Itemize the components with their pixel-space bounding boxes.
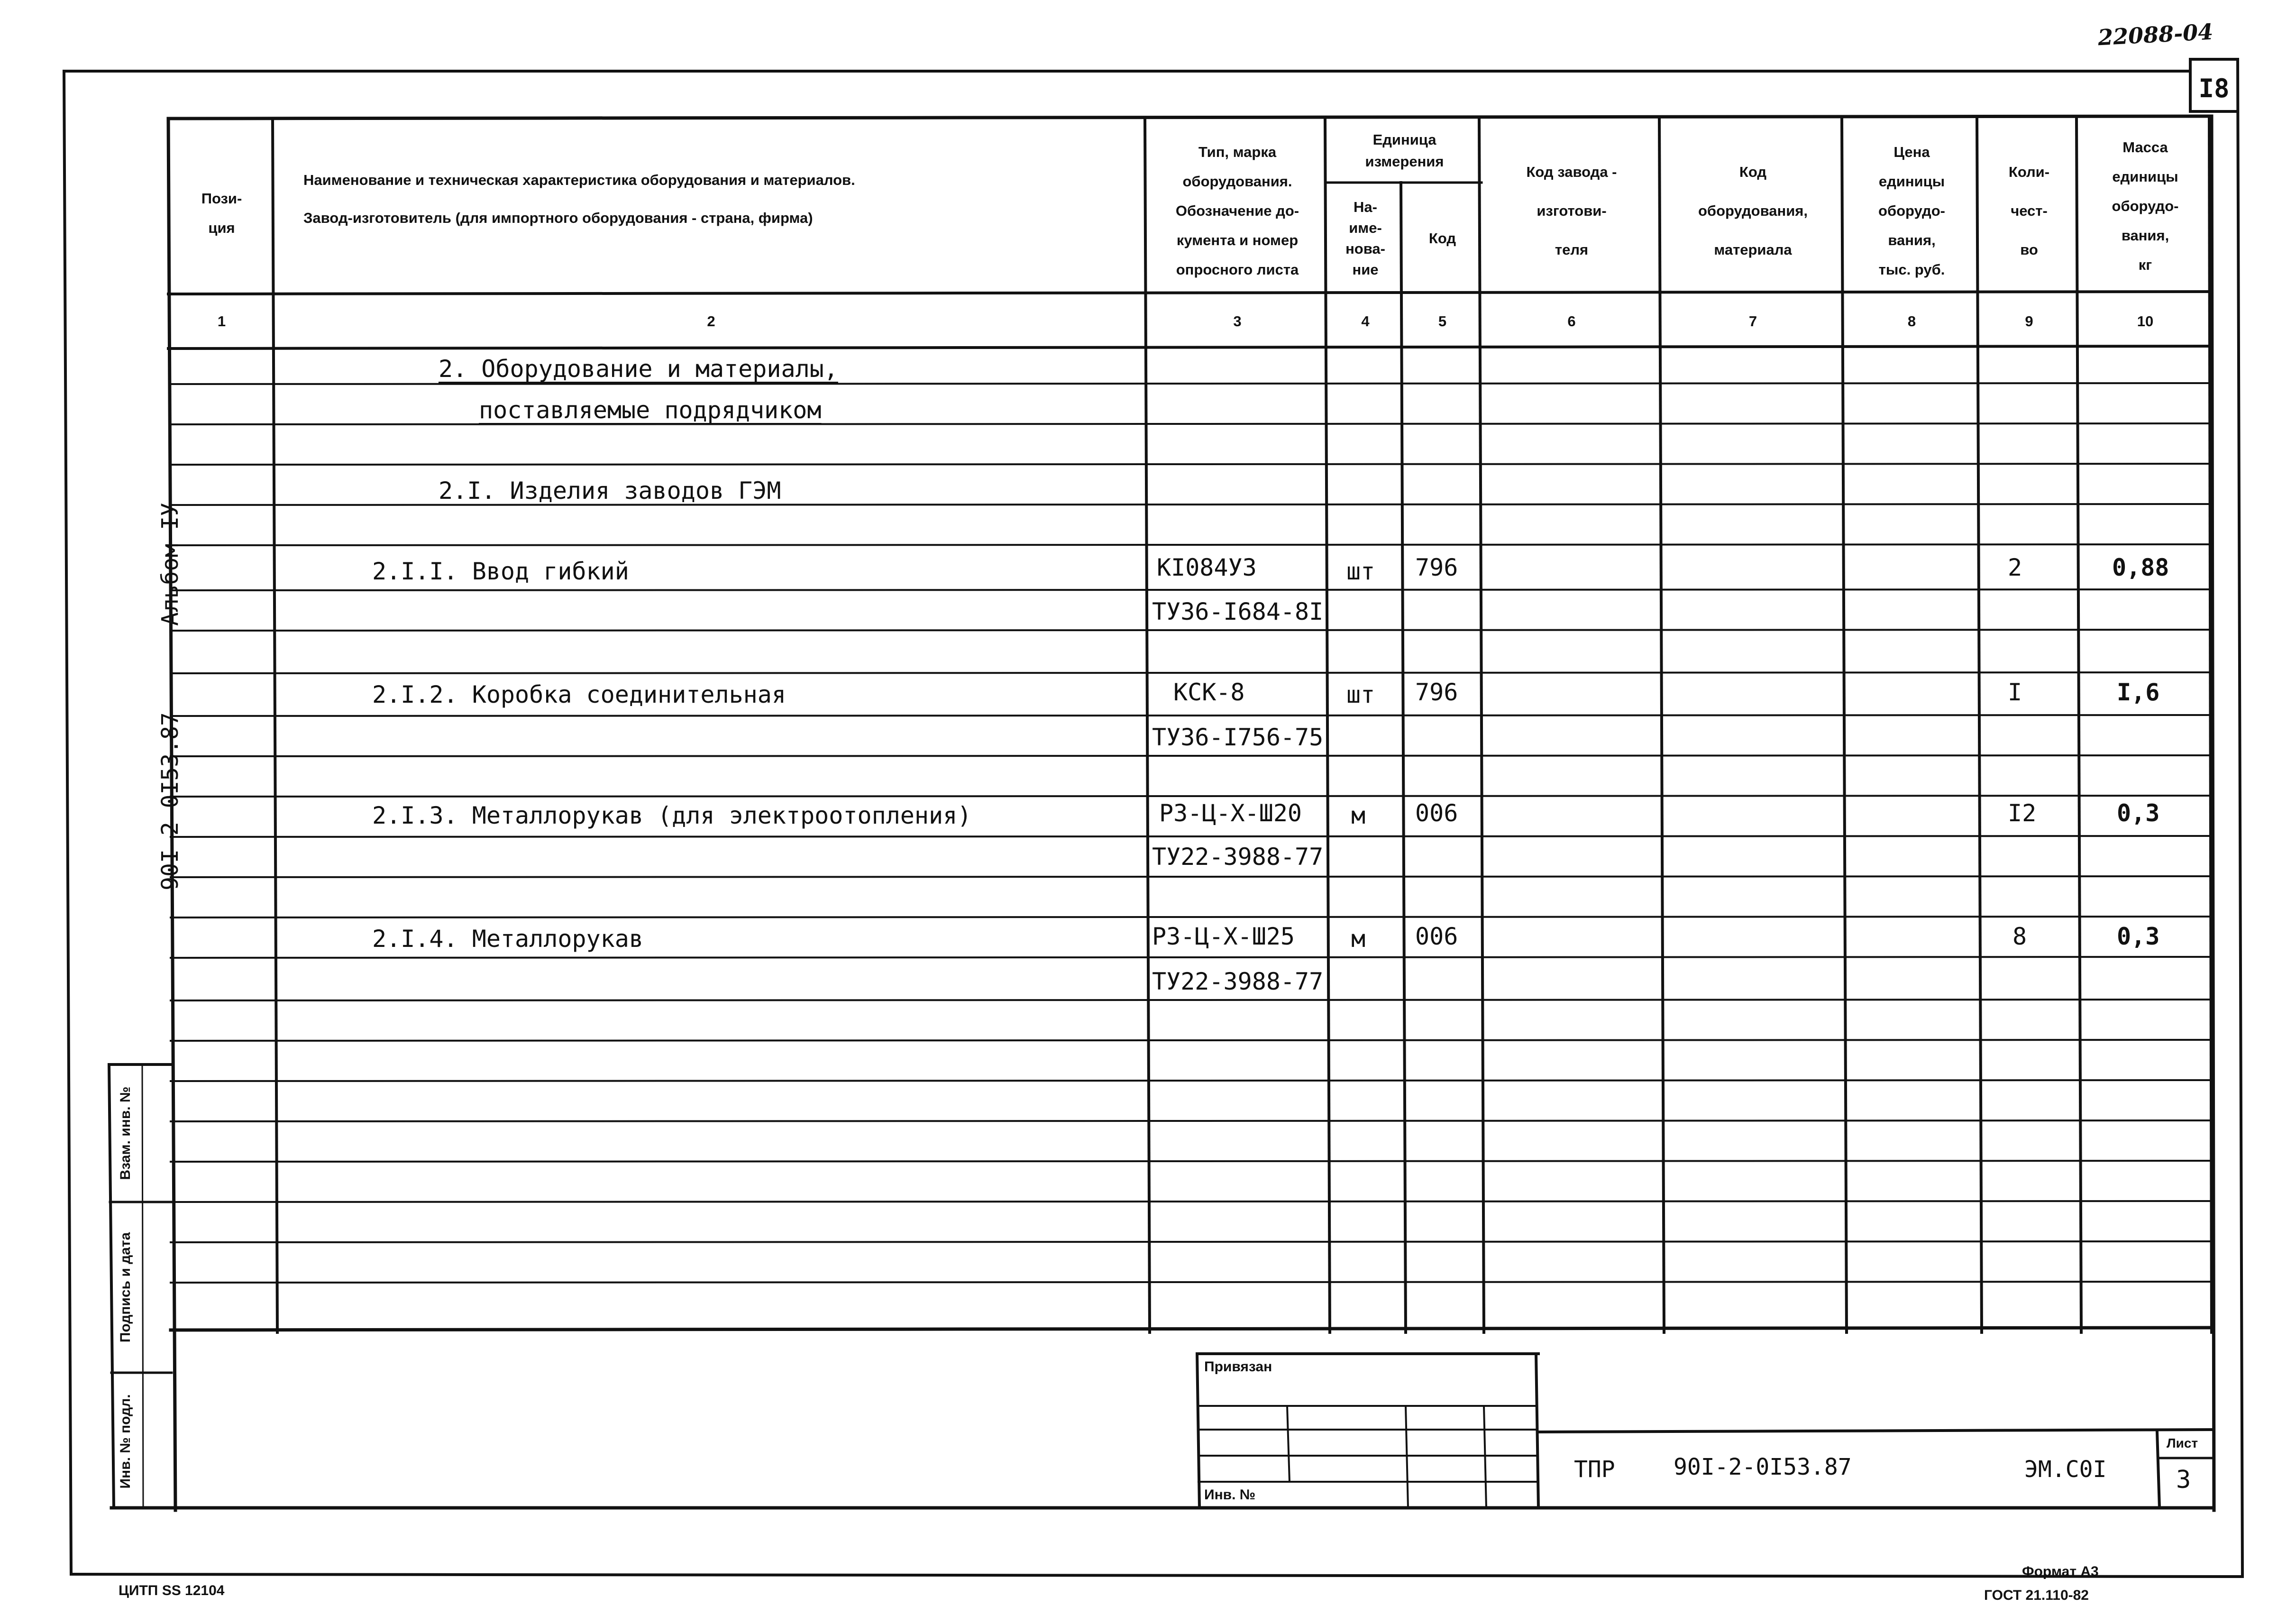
item-unit: шт xyxy=(1346,558,1375,585)
item-type: Р3-Ц-Х-Ш25 xyxy=(1152,923,1295,950)
item-unit-code: 796 xyxy=(1415,679,1458,706)
column-number: 5 xyxy=(1438,312,1447,330)
column-number: 9 xyxy=(2025,312,2033,330)
header-unit-group: Единица измерения xyxy=(1365,131,1444,170)
item-unit: шт xyxy=(1346,681,1375,708)
item-mass: 0,88 xyxy=(2112,554,2169,581)
stamp-sheet-label: Лист xyxy=(2167,1436,2198,1450)
original-inventory-label: Инв. № подл. xyxy=(118,1394,133,1489)
item-document: ТУ36-I756-75 xyxy=(1152,724,1324,751)
stamp-privyazan-label: Привязан xyxy=(1204,1359,1272,1375)
item-type: Р3-Ц-Х-Ш20 xyxy=(1159,799,1302,827)
item-unit: м xyxy=(1351,802,1366,829)
item-document: ТУ22-3988-77 xyxy=(1152,843,1324,871)
stamp-sheet-code: ЭМ.С0I xyxy=(2024,1456,2107,1483)
item-quantity: 2 xyxy=(2008,554,2022,581)
item-type: КСК-8 xyxy=(1173,679,1245,706)
item-unit-code: 796 xyxy=(1415,554,1458,581)
item-unit-code: 006 xyxy=(1415,923,1458,950)
header-unit-name: На- име- нова- ние xyxy=(1345,198,1385,278)
header-type: Тип, марка оборудования. Обозначение до- кумента и номер опросного листа xyxy=(1175,144,1299,278)
stamp-tpr: ТПР xyxy=(1574,1456,1615,1483)
column-number: 7 xyxy=(1748,312,1757,330)
replaced-inventory-label: Взам. инв. № xyxy=(118,1086,133,1180)
column-number: 1 xyxy=(217,312,226,330)
handwritten-archive-number: 22088-04 xyxy=(2097,18,2214,51)
header-position: Пози- ция xyxy=(201,190,242,236)
page-number: I8 xyxy=(2198,73,2230,103)
stamp-document-code: 90I-2-0I53.87 xyxy=(1674,1454,1852,1480)
item-name: 2.I.4. Металлорукав xyxy=(372,925,643,953)
item-unit-code: 006 xyxy=(1415,799,1458,827)
album-label: Альбом IУ xyxy=(157,502,183,626)
item-mass: 0,3 xyxy=(2117,799,2160,827)
header-quantity: Коли- чест- во xyxy=(2008,164,2050,258)
column-number: 10 xyxy=(2137,312,2154,330)
item-quantity: I xyxy=(2008,679,2022,706)
column-number: 2 xyxy=(707,312,715,330)
footer-print-code: ЦИТП SS 12104 xyxy=(119,1583,225,1598)
footer-gost: ГОСТ 21.110-82 xyxy=(1984,1587,2089,1603)
section-title-continued: поставляемые подрядчиком xyxy=(479,396,822,424)
item-name: 2.I.I. Ввод гибкий xyxy=(372,558,629,585)
item-mass: I,6 xyxy=(2117,679,2160,706)
signature-date-label: Подпись и дата xyxy=(118,1232,133,1343)
stamp-inventory-label: Инв. № xyxy=(1204,1487,1256,1503)
header-name: Наименование и техническая характеристика оборудования и материалов. Завод-изготовитель (для импортного оборудования - страна, фирма) xyxy=(303,172,855,226)
item-unit: м xyxy=(1351,925,1366,953)
section-title: 2. Оборудование и материалы, xyxy=(439,355,838,383)
column-number: 4 xyxy=(1361,312,1370,330)
item-quantity: 8 xyxy=(2012,923,2027,950)
header-mass: Масса единицы оборудо- вания, кг xyxy=(2112,139,2179,273)
header-equipment-code: Код оборудования, материала xyxy=(1698,164,1808,258)
item-document: ТУ36-I684-8I xyxy=(1152,598,1324,625)
item-mass: 0,3 xyxy=(2117,923,2160,950)
item-name: 2.I.2. Коробка соединительная xyxy=(372,681,786,708)
column-number: 6 xyxy=(1567,312,1576,330)
column-number: 3 xyxy=(1233,312,1242,330)
side-document-code: 90I-2-0I53.87 xyxy=(157,712,183,890)
header-unit-code: Код xyxy=(1428,229,1456,247)
item-name: 2.I.3. Металлорукав (для электроотопления) xyxy=(372,802,972,829)
header-manufacturer-code: Код завода - изготови- теля xyxy=(1526,164,1617,258)
item-quantity: I2 xyxy=(2008,799,2037,827)
item-type: КI084У3 xyxy=(1157,554,1257,581)
item-document: ТУ22-3988-77 xyxy=(1152,968,1324,995)
footer-format: Формат А3 xyxy=(2022,1564,2099,1579)
stamp-sheet-number: 3 xyxy=(2176,1466,2191,1494)
header-price: Цена единицы оборудо- вания, тыс. руб. xyxy=(1878,144,1945,278)
subsection-title: 2.I. Изделия заводов ГЭМ xyxy=(439,477,781,505)
column-number: 8 xyxy=(1907,312,1916,330)
